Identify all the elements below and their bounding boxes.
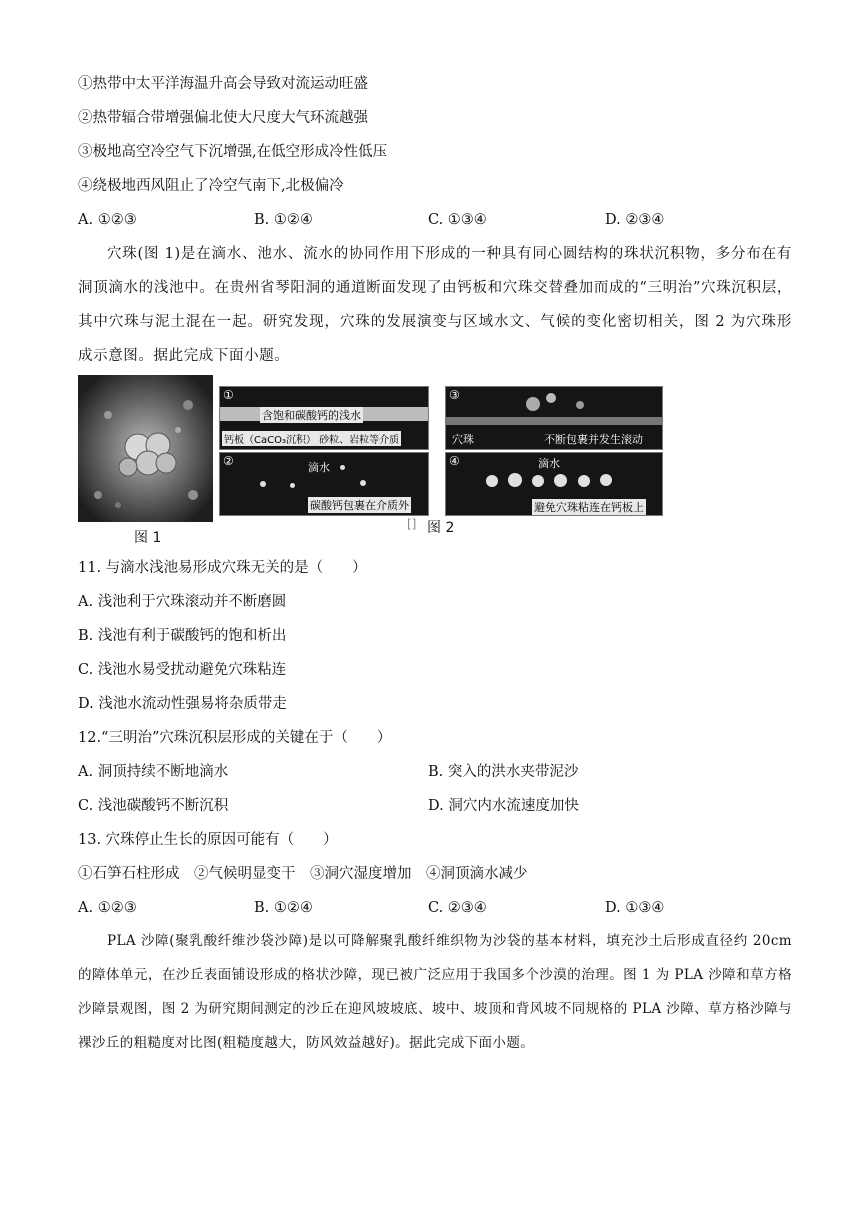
pla-passage: PLA 沙障(聚乳酸纤维沙袋沙障)是以可降解聚乳酸纤维织物为沙袋的基本材料，填充沙土后形成直径约 20cm 的障体单元，在沙丘表面铺设形成的格状沙障，现已被广泛应用于我国多个沙漠的治理。图 1 为 PLA 沙障和草方格沙障景观图，图 2 为研究期间测定的沙丘在迎风坡坡底、坡中、坡顶和背风坡不同规格的 PLA 沙障、草方格沙障与裸沙丘的粗糙度对比图(粗糙度越大，防风效益越好)。据此完成下面小题。 xyxy=(78,933,792,1051)
cave-pearl-passage: 穴珠(图 1)是在滴水、池水、流水的协同作用下形成的一种具有同心圆结构的珠状沉积物，多分布在有洞顶滴水的浅池中。在贵州省琴阳洞的通道断面发现了由钙板和穴珠交替叠加而成的“三明治”穴珠沉积层，其中穴珠与泥土混在一起。研究发现，穴珠的发展演变与区域水文、气候的变化密切相关，图 2 为穴珠形成示意图。据此完成下面小题。 xyxy=(78,246,792,364)
q12-option-b[interactable]: B. 突入的洪水夹带泥沙 xyxy=(428,764,579,780)
q12-option-a[interactable]: A. 洞顶持续不断地滴水 xyxy=(78,764,229,780)
panel-1-number: ① xyxy=(223,388,234,402)
figure-2-mark: [] xyxy=(407,517,417,531)
panel-1-top-label: 含饱和碳酸钙的浅水 xyxy=(262,409,361,422)
choice-c[interactable]: C. ①③④ xyxy=(428,212,487,228)
figure-2-panel-4 xyxy=(445,452,663,516)
q13-option-a[interactable]: A. ①②③ xyxy=(78,900,137,916)
choice-b[interactable]: B. ①②④ xyxy=(254,212,313,228)
panel-3-right-label: 不断包裹并发生滚动 xyxy=(544,433,643,446)
panel-2-top-label: 滴水 xyxy=(308,461,330,474)
figure-1-caption: 图 1 xyxy=(134,530,162,546)
panel-2-number: ② xyxy=(223,454,234,468)
q13-option-b[interactable]: B. ①②④ xyxy=(254,900,313,916)
choice-a[interactable]: A. ①②③ xyxy=(78,212,137,228)
q12-option-d[interactable]: D. 洞穴内水流速度加快 xyxy=(428,798,579,814)
statement-4: ④绕极地西风阻止了冷空气南下,北极偏冷 xyxy=(78,178,344,194)
panel-3-left-label: 穴珠 xyxy=(452,433,474,446)
q12-stem: 12.“三明治”穴珠沉积层形成的关键在于（ ） xyxy=(78,730,392,746)
statement-1: ①热带中太平洋海温升高会导致对流运动旺盛 xyxy=(78,76,368,92)
figure-2-panel-1 xyxy=(219,386,429,450)
q13-option-d[interactable]: D. ①③④ xyxy=(605,900,665,916)
figure-2-panel-3 xyxy=(445,386,663,450)
figure-2-caption: 图 2 xyxy=(427,520,455,536)
q12-option-c[interactable]: C. 浅池碳酸钙不断沉积 xyxy=(78,798,229,814)
cave-pearl-photo-image xyxy=(78,375,213,522)
q11-option-a[interactable]: A. 浅池利于穴珠滚动并不断磨圆 xyxy=(78,594,287,610)
panel-4-top-label: 滴水 xyxy=(538,457,560,470)
q11-stem: 11. 与滴水浅池易形成穴珠无关的是（ ） xyxy=(78,560,367,576)
statement-3: ③极地高空冷空气下沉增强,在低空形成冷性低压 xyxy=(78,144,388,160)
panel-3-number: ③ xyxy=(449,388,460,402)
figure-1-photo xyxy=(78,375,213,522)
panel-1-bottom-label: 钙板（CaCO₃沉积） 砂粒、岩粒等介质 xyxy=(222,431,401,446)
choice-d[interactable]: D. ②③④ xyxy=(605,212,665,228)
q11-option-c[interactable]: C. 浅池水易受扰动避免穴珠粘连 xyxy=(78,662,287,678)
figure-2-panel-2 xyxy=(219,452,429,516)
q13-statements: ①石笋石柱形成 ②气候明显变干 ③洞穴湿度增加 ④洞顶滴水减少 xyxy=(78,866,528,882)
panel-2-bottom-label: 碳酸钙包裹在介质外 xyxy=(310,499,409,512)
q13-stem: 13. 穴珠停止生长的原因可能有（ ） xyxy=(78,832,338,848)
panel-4-number: ④ xyxy=(449,454,460,468)
statement-2: ②热带辐合带增强偏北使大尺度大气环流越强 xyxy=(78,110,368,126)
panel-4-bottom-label: 避免穴珠粘连在钙板上 xyxy=(534,501,644,514)
q11-option-d[interactable]: D. 浅池水流动性强易将杂质带走 xyxy=(78,696,287,712)
q13-option-c[interactable]: C. ②③④ xyxy=(428,900,487,916)
q11-option-b[interactable]: B. 浅池有利于碳酸钙的饱和析出 xyxy=(78,628,287,644)
